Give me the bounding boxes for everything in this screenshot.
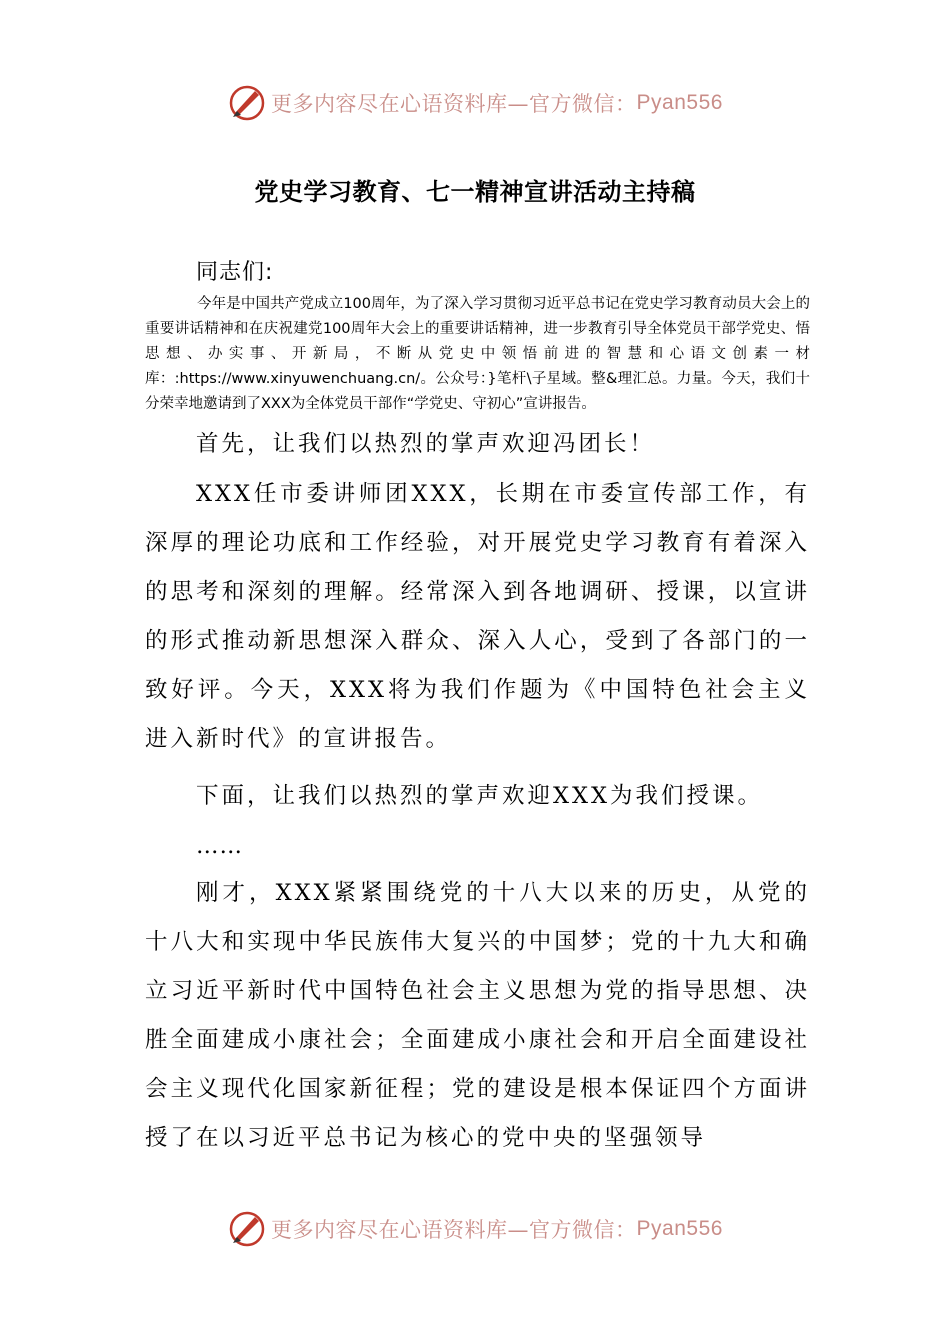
wechat-id: Pyan556 [636, 1217, 723, 1240]
pen-logo-icon [227, 83, 267, 123]
intro-paragraph: 今年是中国共产党成立100周年，为了深入学习贯彻习近平总书记在党史学习教育动员大会上的重要讲话精神和在庆祝建党100周年大会上的重要讲话精神，进一步教育引导全体党员干部学党史、悟思想、办实事、开新局，不断从党史中领悟前进的智慧和心语文创素一材库：:https://www.xinyuwenchuang.cn/。公众号：}笔杆\子星域。整&理汇总。力量。今天，我们十分荣幸地邀请到了XXX为全体党员干部作“学党史、守初心”宣讲报告。 [145, 296, 810, 412]
salutation: 同志们: [196, 260, 274, 285]
paragraph-summary: 刚才，XXX紧紧围绕党的十八大以来的历史，从党的十八大和实现中华民族伟大复兴的中国梦；党的十九大和确立习近平新时代中国特色社会主义思想为党的指导思想、决胜全面建成小康社会；全面建成小康社会和开启全面建设社会主义现代化国家新征程；党的建设是根本保证四个方面讲授了在以习近平总书记为核心的党中央的坚强领导 [145, 880, 810, 1151]
footer-banner [0, 1204, 950, 1254]
document-title: 党史学习教育、七一精神宣讲活动主持稿 [254, 178, 696, 206]
paragraph-speaker-intro: XXX任市委讲师团XXX，长期在市委宣传部工作，有深厚的理论功底和工作经验，对开展党史学习教育有着深入的思考和深刻的理解。经常深入到各地调研、授课，以宣讲的形式推动新思想深入群众、深入人心，受到了各部门的一致好评。今天，XXX将为我们作题为《中国特色社会主义进入新时代》的宣讲报告。 [145, 481, 810, 752]
paragraph-welcome: 首先，让我们以热烈的掌声欢迎冯团长！ [196, 431, 656, 457]
banner-text: 更多内容尽在心语资料库—官方微信： [271, 92, 637, 116]
pen-logo-icon [227, 1209, 267, 1249]
wechat-id: Pyan556 [636, 91, 723, 114]
banner-text: 更多内容尽在心语资料库—官方微信： [271, 1218, 637, 1242]
paragraph-ellipsis: …… [196, 833, 243, 859]
paragraph-invite: 下面，让我们以热烈的掌声欢迎XXX为我们授课。 [196, 783, 764, 809]
header-banner [0, 78, 950, 128]
